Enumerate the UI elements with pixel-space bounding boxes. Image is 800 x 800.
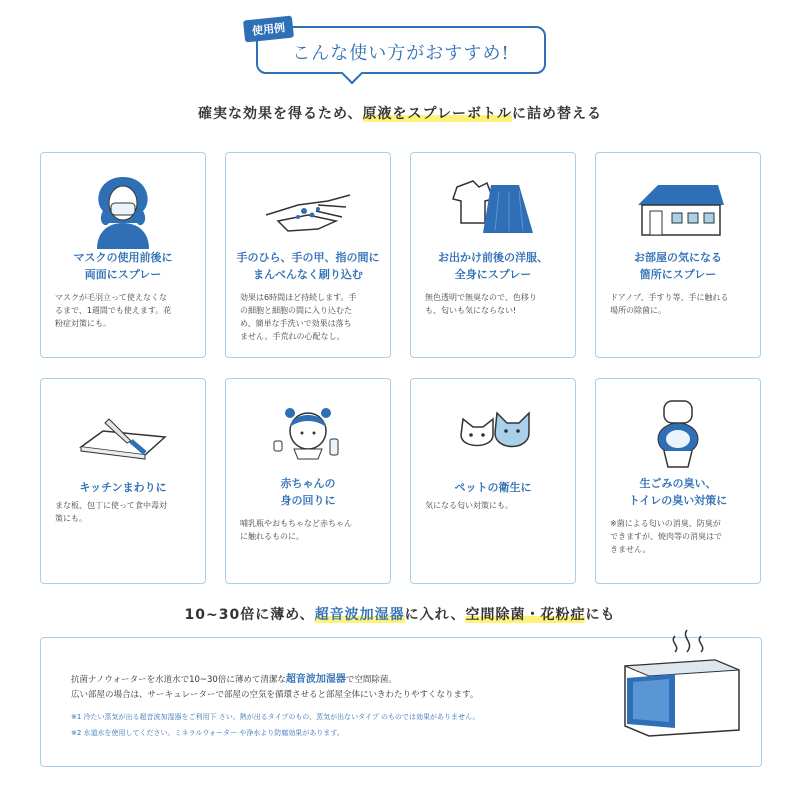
usage-card-kitchen xyxy=(40,378,206,584)
card-title: お部屋の気になる 箇所にスプレー xyxy=(634,251,722,281)
usage-card-hands xyxy=(225,152,391,358)
house-icon xyxy=(596,171,760,249)
card-description: 効果は6時間ほど持続します。手 の細胞と細胞の間に入り込むた め、簡単な手洗いで効果は落ち ません。手荒れの心配なし。 xyxy=(240,293,357,341)
card-title: キッチンまわりに xyxy=(79,481,167,494)
card-title: 生ごみの臭い、 トイレの臭い対策に xyxy=(628,477,728,507)
usage-card-clothes xyxy=(410,152,576,358)
usage-card-pets xyxy=(410,378,576,584)
clothes-icon xyxy=(411,171,575,249)
hero-speech-bubble xyxy=(256,26,546,74)
usage-example-tag: 使用例 xyxy=(243,15,294,42)
card-title: マスクの使用前後に 両面にスプレー xyxy=(73,251,173,281)
usage-card-baby xyxy=(225,378,391,584)
section-title-humidifier: 10~30倍に薄め、超音波加湿器に入れ、空間除菌・花粉症にも xyxy=(184,607,616,623)
card-description: マスクが毛羽立って使えなくな るまで、1週間でも使えます。花 粉症対策にも。 xyxy=(55,293,172,328)
card-title: 赤ちゃんの 身の回りに xyxy=(280,477,336,507)
card-description: 哺乳瓶やおもちゃなど赤ちゃん に触れるものに。 xyxy=(240,519,352,541)
card-description: まな板、包丁に使って食中毒対 策にも。 xyxy=(55,501,167,523)
card-description: 無色透明で無臭なので、色移り も、匂いも気にならない! xyxy=(425,293,537,315)
card-description: ドアノブ、手すり等、手に触れる 場所の除菌に。 xyxy=(610,293,729,315)
humidifier-info-box xyxy=(40,637,762,767)
humidifier-icon xyxy=(615,626,755,750)
section-title-refill: 確実な効果を得るため、原液をスプレーボトルに詰め替える xyxy=(198,106,602,122)
note-2: ※2 水道水を使用してください。ミネラルウォーター や浄水より防腐効果があります。 xyxy=(71,729,344,737)
hands-rubbing-icon xyxy=(226,171,390,249)
card-title: ペットの衛生に xyxy=(454,481,532,494)
hero-title: こんな使い方がおすすめ! xyxy=(292,43,510,64)
cutting-board-knife-icon xyxy=(41,397,205,475)
card-title: お出かけ前後の洋服、 全身にスプレー xyxy=(438,251,548,281)
cats-icon xyxy=(411,397,575,475)
baby-with-bottle-icon xyxy=(226,397,390,475)
toilet-icon xyxy=(596,397,760,475)
card-description: ※菌による匂いの消臭、防臭が できますが、焼肉等の消臭はで きません。 xyxy=(610,519,722,554)
highlight-ultrasonic-humidifier: 超音波加湿器 xyxy=(314,607,405,623)
usage-card-toilet xyxy=(595,378,761,584)
note-1: ※1 冷たい蒸気が出る超音波加湿器をご利用下 さい。熱が出るタイプのもの、蒸気が出ないタイプ のものでは効果がありません。 xyxy=(71,713,480,721)
card-description: 気になる匂い対策にも。 xyxy=(425,501,513,510)
card-title: 手のひら、手の甲、指の間に まんべんなく刷り込む xyxy=(236,251,380,281)
usage-card-room xyxy=(595,152,761,358)
info-line-1: 抗菌ナノウォーターを水道水で10~30倍に薄めて清潔な超音波加湿器で空間除菌。 xyxy=(71,674,397,685)
highlight-spray-bottle: 原液をスプレーボトル xyxy=(362,106,512,122)
info-line-2: 広い部屋の場合は、サーキュレーターで部屋の空気を循環させると部屋全体にいきわたりやすくなります。 xyxy=(71,690,479,700)
woman-with-mask-icon xyxy=(41,171,205,249)
usage-card-mask xyxy=(40,152,206,358)
highlight-space-sterilization: 空間除菌・花粉症 xyxy=(465,607,586,623)
